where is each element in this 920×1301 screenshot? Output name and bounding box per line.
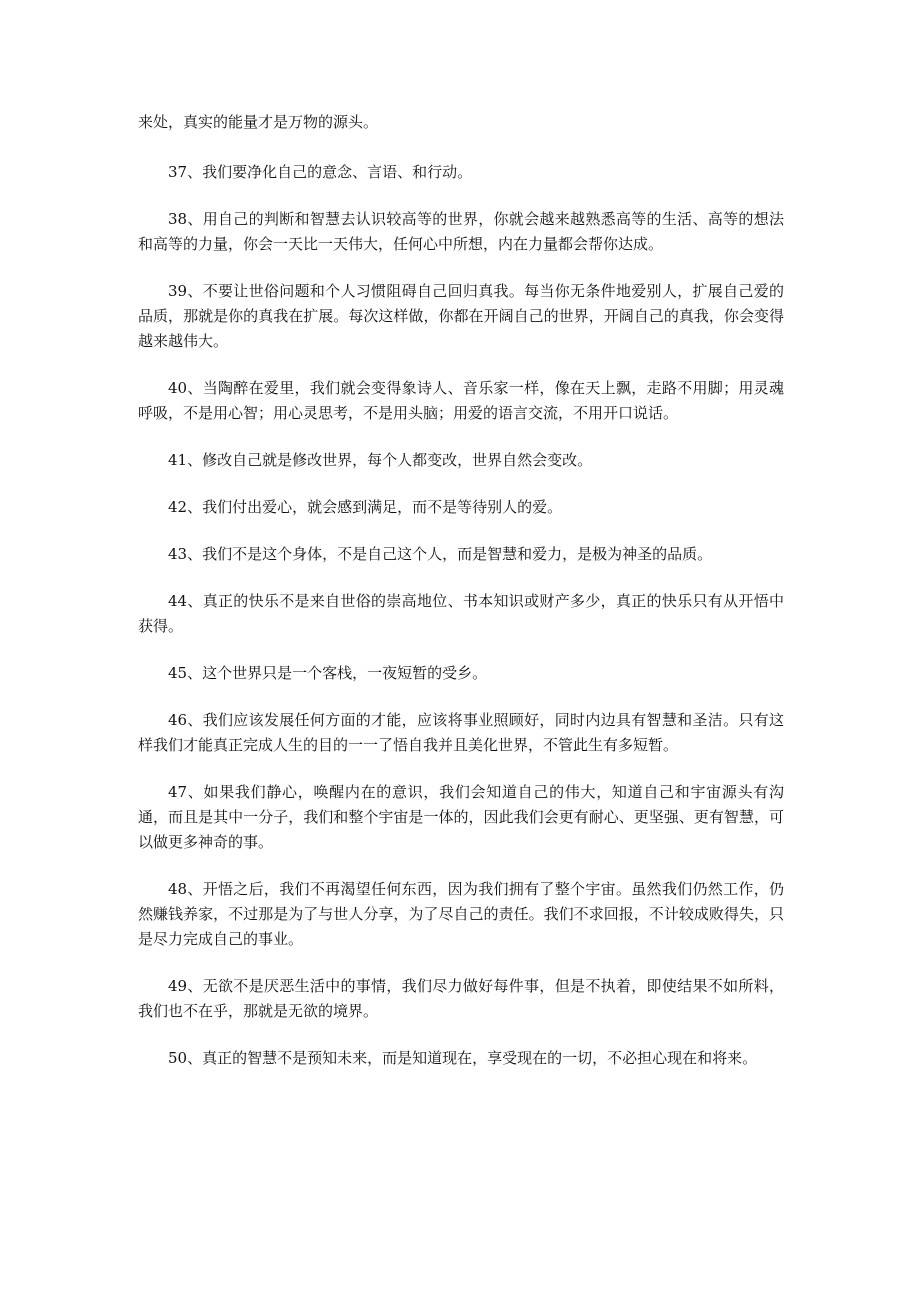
paragraph-45: 45、这个世界只是一个客栈，一夜短暂的受乡。: [168, 664, 488, 682]
paragraph-47: 47、如果我们静心，唤醒内在的意识，我们会知道自己的伟大，知道自己和宇宙源头有沟通，而且是其中一分子，我们和整个宇宙是一体的，因此我们会更有耐心、更坚强、更有智慧，可以做更多神奇的事。: [138, 783, 784, 851]
paragraph-44: 44、真正的快乐不是来自世俗的崇高地位、书本知识或财产多少，真正的快乐只有从开悟中获得。: [138, 592, 784, 635]
paragraph-39: 39、不要让世俗问题和个人习惯阻碍自己回归真我。每当你无条件地爱别人，扩展自己爱的品质，那就是你的真我在扩展。每次这样做，你都在开阔自己的世界，开阔自己的真我，你会变得越来越伟大。: [138, 282, 784, 350]
document-body: [138, 110, 784, 1093]
paragraph-49: 49、无欲不是厌恶生活中的事情，我们尽力做好每件事，但是不执着，即使结果不如所料，我们也不在乎，那就是无欲的境界。: [138, 977, 784, 1020]
paragraph-43: 43、我们不是这个身体，不是自己这个人，而是智慧和爱力，是极为神圣的品质。: [168, 545, 713, 563]
paragraph-48: 48、开悟之后，我们不再渴望任何东西，因为我们拥有了整个宇宙。虽然我们仍然工作，仍然赚钱养家，不过那是为了与世人分享，为了尽自己的责任。我们不求回报，不计较成败得失，只是尽力完成自己的事业。: [138, 880, 784, 948]
paragraph-38: 38、用自己的判断和智慧去认识较高等的世界，你就会越来越熟悉高等的生活、高等的想法和高等的力量，你会一天比一天伟大，任何心中所想，内在力量都会帮你达成。: [138, 210, 784, 253]
paragraph-41: 41、修改自己就是修改世界，每个人都变改，世界自然会变改。: [168, 451, 593, 469]
paragraph-42: 42、我们付出爱心，就会感到满足，而不是等待别人的爱。: [168, 498, 563, 516]
paragraph-37: 37、我们要净化自己的意念、言语、和行动。: [168, 163, 473, 181]
paragraph-50: 50、真正的智慧不是预知未来，而是知道现在，享受现在的一切，不必担心现在和将来。: [168, 1049, 758, 1067]
paragraph-continuation: 来处，真实的能量才是万物的源头。: [138, 113, 379, 131]
paragraph-40: 40、当陶醉在爱里，我们就会变得象诗人、音乐家一样，像在天上飘，走路不用脚；用灵魂呼吸，不是用心智；用心灵思考，不是用头脑；用爱的语言交流，不用开口说话。: [138, 379, 784, 422]
paragraph-46: 46、我们应该发展任何方面的才能，应该将事业照顾好，同时内边具有智慧和圣洁。只有这样我们才能真正完成人生的目的一一了悟自我并且美化世界，不管此生有多短暂。: [138, 711, 784, 754]
